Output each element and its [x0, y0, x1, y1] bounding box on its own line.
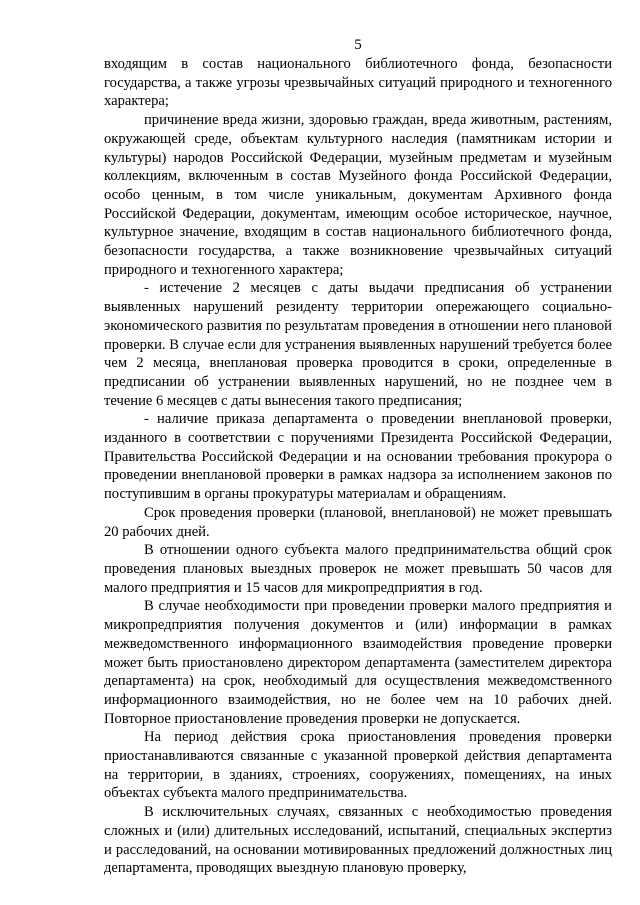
- page-number: 5: [354, 37, 362, 53]
- paragraph-suspension: В случае необходимости при проведении проверки малого предприятия и микропредприятия получения документов и (или) информации в рамках межведомственного информационного взаимодействия проведение проверки может быть приостановлено директором департамента (заместителем директора департамента) на срок, необходимый для осуществления межведомственного информационного взаимодействия, но не более чем на 10 рабочих дней. Повторное приостановление проведения проверки не допускается.: [104, 598, 612, 727]
- paragraph-harm-caused: причинение вреда жизни, здоровью граждан, вреда животным, растениям, окружающей среде, объектам культурного наследия (памятникам истории и культуры) народов Российской Федерации, музейным предметам и музейным коллекциям, включенным в состав Музейного фонда Российской Федерации, особо ценным, в том числе уникальным, документам Архивного фонда Российской Федерации, документам, имеющим особое историческое, научное, культурное значение, входящим в состав национального библиотечного фонда, безопасности государства, а также возникновение чрезвычайных ситуаций природного и техногенного характера;: [104, 112, 612, 278]
- paragraph-inspection-term: Срок проведения проверки (плановой, внеплановой) не может превышать 20 рабочих дней.: [104, 504, 612, 540]
- paragraph-exceptional-cases: В исключительных случаях, связанных с необходимостью проведения сложных и (или) длительных исследований, испытаний, специальных экспертиз и расследований, на основании мотивированных предложений должностных лиц департамента, проводящих выездную плановую проверку,: [104, 804, 612, 877]
- paragraph-small-business-term: В отношении одного субъекта малого предпринимательства общий срок проведения плановых выездных проверок не может превышать 50 часов для малого предприятия и 15 часов для микропредприятия в год.: [104, 542, 612, 596]
- paragraph-department-order: - наличие приказа департамента о проведении внеплановой проверки, изданного в соответствии с поручениями Президента Российской Федерации, Правительства Российской Федерации и на основании требования прокурора о проведении внеплановой проверки в рамках надзора за исполнением законов по поступившим в органы прокуратуры материалам и обращениям.: [104, 411, 612, 503]
- paragraph-continuation: входящим в состав национального библиотечного фонда, безопасности государства, а также угрозы чрезвычайных ситуаций природного и техногенного характера;: [104, 56, 612, 110]
- paragraph-two-months-expiry: - истечение 2 месяцев с даты выдачи предписания об устранении выявленных нарушений резиденту территории опережающего социально-экономического развития по результатам проведения в отношении него плановой проверки. В случае если для устранения выявленных нарушений требуется более чем 2 месяца, внеплановая проверка проводится в сроки, определенные в предписании об устранении выявленных нарушений, но не позднее чем в течение 6 месяцев с даты вынесения такого предписания;: [104, 280, 612, 409]
- paragraph-suspension-period: На период действия срока приостановления проведения проверки приостанавливаются связанные с указанной проверкой действия департамента на территории, в зданиях, строениях, сооружениях, помещениях, на иных объектах субъекта малого предпринимательства.: [104, 729, 612, 802]
